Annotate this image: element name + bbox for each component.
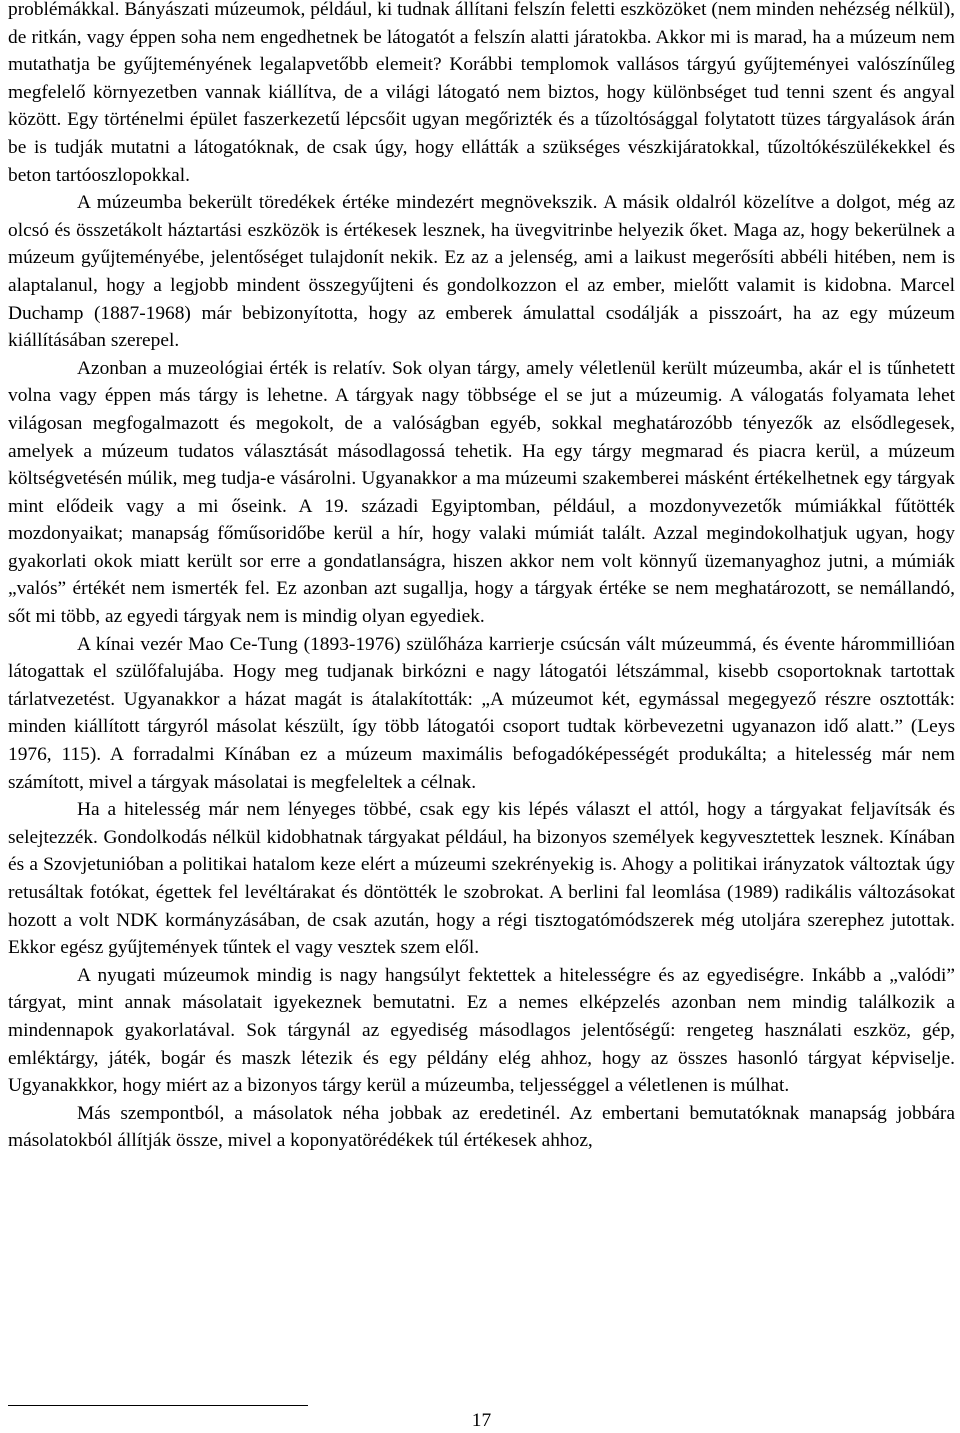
- paragraph-3: Azonban a muzeológiai érték is relatív. Sok olyan tárgy, amely véletlenül került múzeumba, akár el is tűnhetett volna vagy éppen más tárgy is lehetne. A tárgyak nagy többsége el se jut a múzeumig. A válogatás folyamata lehet világosan megfogalmazott és megokolt, de a valóságban egyéb, sokkal meghatározóbb tényezők az elsődlegesek, amelyek a múzeum tudatos választását másodlagossá tehetik. Ha egy tárgy megmarad és piacra kerül, a múzeum költségvetésén múlik, meg tudja-e vásárolni. Ugyanakkor a ma múzeumi szakemberei másként értékelhetnek egy tárgyak mint elődeik vagy a mi őseink. A 19. századi Egyiptomban, például, a mozdonyvezetők múmiákkal fűtötték mozdonyaikat; manapság főműsoridőbe kerül a hír, hogy valaki múmiát talált. Azzal megindokolhatjuk ugyan, hogy gyakorlati okok miatt került sor erre a gondatlanságra, hiszen akkor nem volt könnyű üzemanyaghoz jutni, a múmiák „valós” értékét nem ismerték fel. Ez azonban azt sugallja, hogy a tárgyak értéke se nem meghatározott, se nemállandó, sőt mi több, az egyedi tárgyak nem is mindig olyan egyediek.: [8, 357, 955, 628]
- paragraph-6: A nyugati múzeumok mindig is nagy hangsúlyt fektettek a hitelességre és az egyediségre. Inkább a „valódi” tárgyat, mint annak másolatait igyekeznek bemutatni. Ez a nemes elképzelés azonban nem mindig találkozik a mindennapok gyakorlatával. Sok tárgynál az egyediség másodlagos jelentőségű: rengeteg használati eszköz, gép, emléktárgy, játék, bogár és maszk létezik és egy példány elég ahhoz, hogy az összes hasonló tárgyat képviselje. Ugyanakkkor, hogy miért az a bizonyos tárgy kerül a múzeumba, teljességgel a véletlenen is múlhat.: [8, 964, 955, 1097]
- paragraph-2: A múzeumba bekerült töredékek értéke mindezért megnövekszik. A másik oldalról közelítve a dolgot, még az olcsó és összetákolt háztartási eszközök is értékesek lesznek, ha üvegvitrinbe helyezik őket. Maga az, hogy bekerülnek a múzeum gyűjteményébe, jelentőséget tulajdonít nekik. Ez az a jelenség, ami a laikust megerősíti abbéli hitében, nem is alaptalanul, hogy a legjobb mindent összegyűjteni és gondolkozzon el az ember, mielőtt valamit is kidobna. Marcel Duchamp (1887-1968) már bebizonyította, hogy az emberek ámulattal csodálják a pisszoárt, ha az egy múzeum kiállításában szerepel.: [8, 192, 955, 352]
- paragraph-5: Ha a hitelesség már nem lényeges többé, csak egy kis lépés választ el attól, hogy a tárgyakat feljavítsák és selejtezzék. Gondolkodás nélkül kidobhatnak tárgyakat például, ha bizonyos személyek kegyvesztettek lesznek. Kínában és a Szovjetunióban a politikai hatalom keze elért a múzeumi szekrényekig is. Ahogy a politikai irányzatok változtak úgy retusáltak fotókat, égettek fel levéltárakat és döntötték le szobrokat. A berlini fal leomlása (1989) radikális változásokat hozott a volt NDK kormányzásában, de csak azután, hogy a régi tisztogatómódszerek még utoljára szerephez jutottak. Ekkor egész gyűjtemények tűntek el vagy vesztek szem elől.: [8, 799, 955, 959]
- paragraph-4: A kínai vezér Mao Ce-Tung (1893-1976) szülőháza karrierje csúcsán vált múzeummá, és évente hárommillióan látogattak el szülőfalujába. Hogy meg tudjanak birkózni e nagy látogatói létszámmal, kisebb csoportoknak tartottak tárlatvezetést. Ugyanakkor a házat magát is átalakították: „A múzeumot két, egymással megegyező részre osztották: minden kiállított tárgyról másolat készült, így több látogatói csoport tudtak körbevezetni ugyanazon idő alatt.” (Leys 1976, 115). A forradalmi Kínában ez a múzeum maximális befogadóképességét produkálta; a hitelesség már nem számított, mivel a tárgyak másolatai is megfeleltek a célnak.: [8, 633, 955, 793]
- footer-divider: [8, 1405, 308, 1406]
- document-page: [8, 0, 955, 1432]
- paragraph-7: Más szempontból, a másolatok néha jobbak az eredetinél. Az embertani bemutatóknak manapság jobbára másolatokból állítják össze, mivel a koponyatörédékek túl értékesek ahhoz,: [8, 1102, 955, 1152]
- paragraph-1: problémákkal. Bányászati múzeumok, például, ki tudnak állítani felszín feletti eszközöket (nem minden nehézség nélkül), de ritkán, vagy éppen soha nem engedhetnek be látogatót a felszín alatti járatokba. Akkor mi is marad, ha a múzeum nem mutathatja be gyűjteményének legalapvetőbb elemeit? Korábbi templomok vallásos tárgyú gyűjteményei valószínűleg megfelelő környezetben vannak kiállítva, de a világi látogató nem biztos, hogy különbséget tud tenni szent és angyal között. Egy történelmi épület faszerkezetű lépcsőit ugyan megőrizték és a tűzoltósággal folytatott tüzes tárgyalások árán be is tudják mutatni a látogatóknak, de csak úgy, hogy ellátták a szükséges vészkijáratokkal, tűzoltókészülékekkel és beton tartóoszlopokkal.: [8, 0, 955, 186]
- body-text: [8, 0, 955, 1155]
- page-number: 17: [471, 1410, 492, 1431]
